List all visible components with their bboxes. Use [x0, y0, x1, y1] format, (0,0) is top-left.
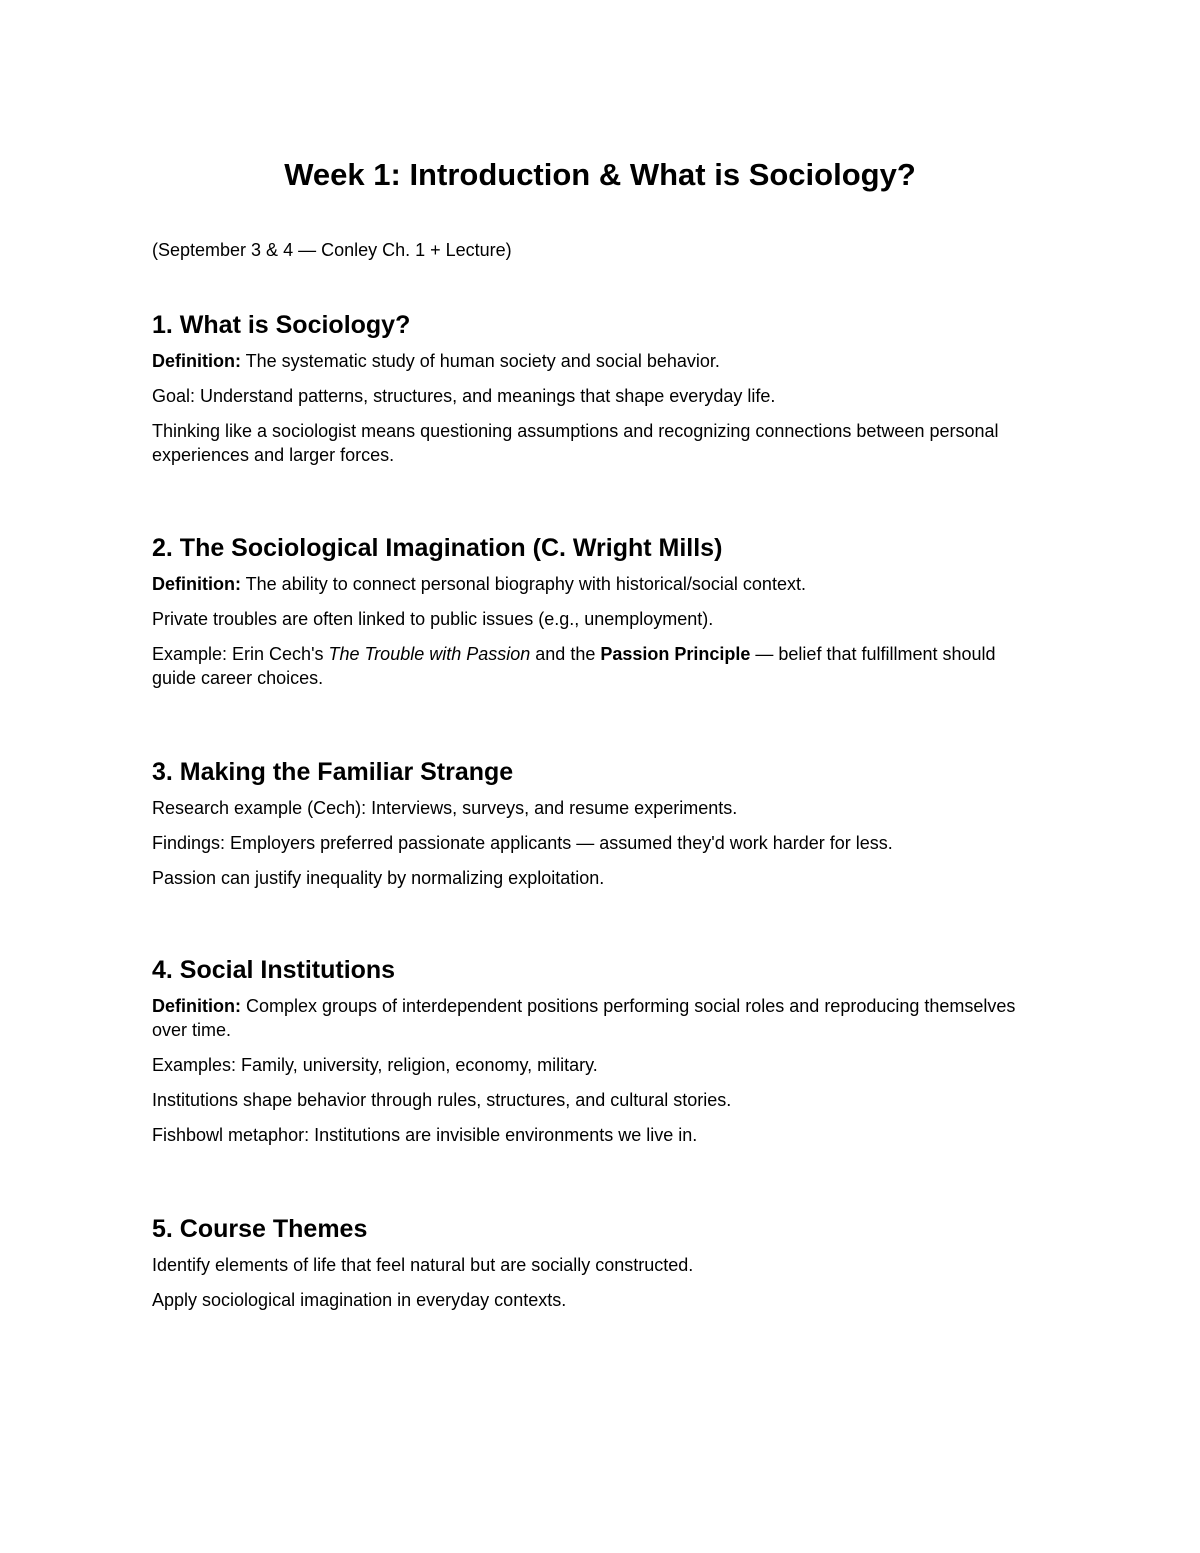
definition-label: Definition: — [152, 996, 241, 1016]
definition-paragraph — [152, 572, 1032, 596]
text-run: Example: Erin Cech's — [152, 644, 329, 664]
key-term: Passion Principle — [600, 644, 751, 664]
paragraph: Fishbowl metaphor: Institutions are invisible environments we live in. — [152, 1125, 698, 1145]
section-sociological-imagination — [152, 533, 1032, 701]
definition-paragraph — [152, 349, 1032, 373]
section-social-institutions — [152, 955, 1032, 1158]
paragraph: Private troubles are often linked to public issues (e.g., unemployment). — [152, 609, 714, 629]
document-subtitle: (September 3 & 4 — Conley Ch. 1 + Lecture) — [152, 240, 512, 260]
paragraph: Identify elements of life that feel natural but are socially constructed. — [152, 1255, 694, 1275]
paragraph: Research example (Cech): Interviews, surveys, and resume experiments. — [152, 798, 738, 818]
text-run: and the — [530, 644, 601, 664]
paragraph: Apply sociological imagination in everyday contexts. — [152, 1290, 567, 1310]
example-paragraph — [152, 642, 1032, 690]
paragraph: Goal: Understand patterns, structures, and meanings that shape everyday life. — [152, 386, 776, 406]
section-heading: 3. Making the Familiar Strange — [152, 758, 514, 786]
paragraph: Institutions shape behavior through rules, structures, and cultural stories. — [152, 1090, 732, 1110]
paragraph: Thinking like a sociologist means questioning assumptions and recognizing connections between personal experiences and larger forces. — [152, 421, 999, 465]
paragraph: Passion can justify inequality by normalizing exploitation. — [152, 868, 605, 888]
document-title: Week 1: Introduction & What is Sociology? — [284, 157, 916, 192]
section-heading: 4. Social Institutions — [152, 956, 396, 984]
definition-label: Definition: — [152, 351, 241, 371]
definition-text: Complex groups of interdependent positions performing social roles and reproducing themselves over time. — [152, 996, 1016, 1040]
section-course-themes — [152, 1214, 1032, 1323]
book-title: The Trouble with Passion — [328, 644, 531, 664]
section-what-is-sociology — [152, 310, 1032, 478]
section-heading: 5. Course Themes — [152, 1215, 368, 1243]
section-heading: 1. What is Sociology? — [152, 311, 411, 339]
definition-paragraph — [152, 994, 1032, 1042]
section-heading: 2. The Sociological Imagination (C. Wright Mills) — [152, 534, 723, 562]
paragraph: Findings: Employers preferred passionate applicants — assumed they'd work harder for less. — [152, 833, 893, 853]
definition-text: The systematic study of human society and social behavior. — [240, 351, 720, 371]
section-familiar-strange — [152, 757, 1032, 901]
definition-text: The ability to connect personal biography with historical/social context. — [240, 574, 806, 594]
text-run: — belief that fulfillment should guide career choices. — [152, 644, 996, 688]
definition-label: Definition: — [152, 574, 241, 594]
paragraph: Examples: Family, university, religion, economy, military. — [152, 1055, 598, 1075]
